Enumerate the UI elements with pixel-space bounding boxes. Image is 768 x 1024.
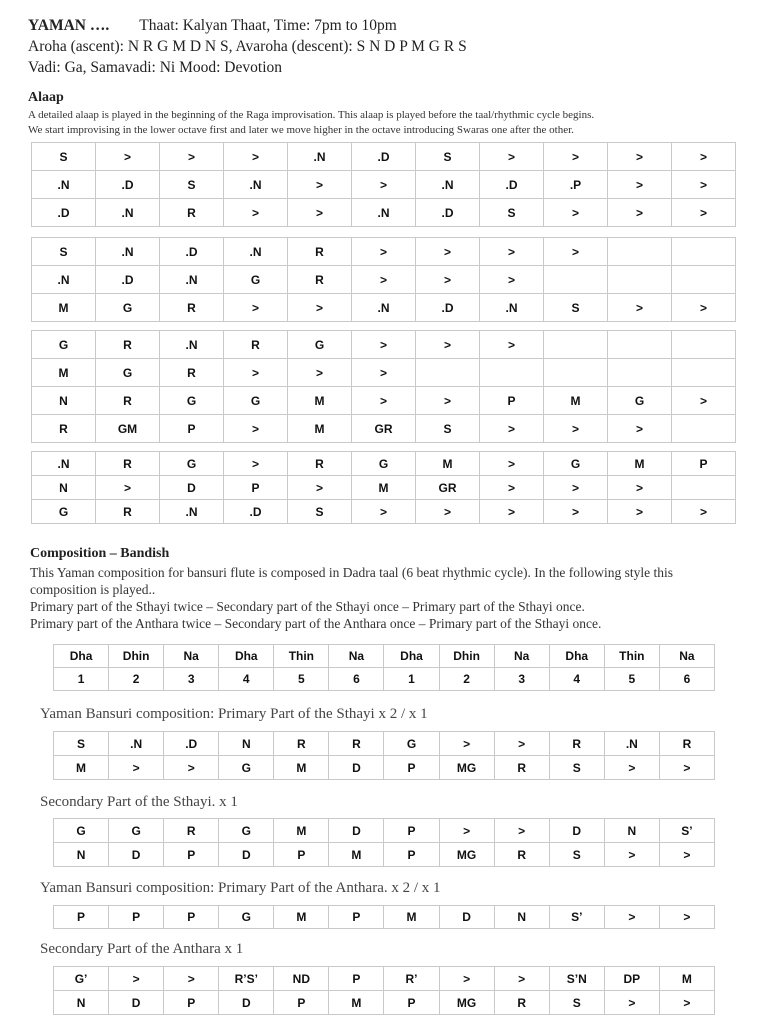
note-cell: > <box>608 143 672 171</box>
note-cell: GR <box>352 415 416 443</box>
note-cell: P <box>160 415 224 443</box>
note-cell: P <box>384 991 439 1015</box>
note-cell: R <box>160 359 224 387</box>
note-cell: 2 <box>439 668 494 691</box>
note-cell <box>608 266 672 294</box>
note-cell: G <box>219 819 274 843</box>
note-cell: R <box>32 415 96 443</box>
note-cell: G <box>54 819 109 843</box>
note-cell: > <box>480 238 544 266</box>
note-cell: MG <box>439 756 494 780</box>
note-cell: .N <box>32 171 96 199</box>
composition-description-2: composition is played.. <box>30 582 156 597</box>
primary-anthara-table <box>53 905 715 929</box>
note-cell: G <box>224 266 288 294</box>
note-cell: > <box>288 359 352 387</box>
note-cell: .N <box>288 143 352 171</box>
note-cell: > <box>480 476 544 500</box>
note-cell: .N <box>224 171 288 199</box>
note-cell: M <box>329 843 384 867</box>
note-cell: > <box>224 294 288 322</box>
note-cell: M <box>416 452 480 476</box>
note-cell: 4 <box>219 668 274 691</box>
table-row <box>32 359 736 387</box>
note-cell: > <box>416 331 480 359</box>
table-row <box>54 967 715 991</box>
note-cell: R <box>160 294 224 322</box>
note-cell: M <box>659 967 714 991</box>
note-cell: D <box>329 819 384 843</box>
note-cell: > <box>439 819 494 843</box>
note-cell: > <box>416 238 480 266</box>
note-cell: > <box>96 476 160 500</box>
note-cell: D <box>439 906 494 929</box>
note-cell: R <box>659 732 714 756</box>
note-cell: > <box>544 500 608 524</box>
note-cell: > <box>480 266 544 294</box>
note-cell: P <box>54 906 109 929</box>
note-cell: DP <box>604 967 659 991</box>
note-cell: .N <box>160 500 224 524</box>
note-cell: > <box>659 906 714 929</box>
note-cell <box>544 266 608 294</box>
note-cell: > <box>659 991 714 1015</box>
table-row <box>32 500 736 524</box>
note-cell: M <box>544 387 608 415</box>
note-cell: Dha <box>384 645 439 668</box>
note-cell: P <box>672 452 736 476</box>
note-cell: S <box>32 238 96 266</box>
note-cell: Na <box>494 645 549 668</box>
note-cell: R’S’ <box>219 967 274 991</box>
note-cell: G <box>96 294 160 322</box>
composition-description-4: Primary part of the Anthara twice – Secondary part of the Anthara once – Primary part of the Sthayi once. <box>30 616 602 631</box>
note-cell: > <box>224 452 288 476</box>
note-cell: P <box>109 906 164 929</box>
note-cell: R’ <box>384 967 439 991</box>
note-cell: M <box>32 359 96 387</box>
note-cell: > <box>672 171 736 199</box>
note-cell: R <box>96 452 160 476</box>
note-cell: > <box>480 331 544 359</box>
note-cell: D <box>109 843 164 867</box>
aroha-avaroha: Aroha (ascent): N R G M D N S, Avaroha (descent): S N D P M G R S <box>28 38 467 55</box>
note-cell: .P <box>544 171 608 199</box>
note-cell: > <box>604 843 659 867</box>
section-title-secondary-anthara: Secondary Part of the Anthara x 1 <box>40 941 244 957</box>
note-cell: D <box>219 991 274 1015</box>
note-cell: S <box>288 500 352 524</box>
note-cell: > <box>480 415 544 443</box>
note-cell <box>672 238 736 266</box>
note-cell: P <box>384 843 439 867</box>
thaat-time: Thaat: Kalyan Thaat, Time: 7pm to 10pm <box>139 17 397 34</box>
alaap-table-4 <box>31 451 736 524</box>
note-cell: > <box>480 452 544 476</box>
note-cell <box>544 359 608 387</box>
note-cell: > <box>224 415 288 443</box>
note-cell: R <box>494 991 549 1015</box>
note-cell: S <box>549 991 604 1015</box>
table-row <box>54 991 715 1015</box>
note-cell: M <box>329 991 384 1015</box>
note-cell: 6 <box>659 668 714 691</box>
note-cell: G <box>160 452 224 476</box>
table-row <box>32 199 736 227</box>
note-cell: > <box>109 967 164 991</box>
note-cell: > <box>439 967 494 991</box>
note-cell: .D <box>96 171 160 199</box>
note-cell: > <box>352 500 416 524</box>
note-cell: G <box>384 732 439 756</box>
note-cell: > <box>96 143 160 171</box>
note-cell: .N <box>352 294 416 322</box>
note-cell: .D <box>416 294 480 322</box>
note-cell: > <box>608 415 672 443</box>
note-cell: > <box>672 199 736 227</box>
note-cell: S <box>549 756 604 780</box>
note-cell: > <box>544 476 608 500</box>
section-title-primary-anthara: Yaman Bansuri composition: Primary Part of the Anthara. x 2 / x 1 <box>40 880 441 896</box>
note-cell: 1 <box>54 668 109 691</box>
raga-title: YAMAN …. <box>28 17 110 34</box>
note-cell: D <box>109 991 164 1015</box>
note-cell: > <box>224 359 288 387</box>
note-cell: > <box>544 238 608 266</box>
note-cell: G <box>96 359 160 387</box>
note-cell <box>608 331 672 359</box>
note-cell <box>672 266 736 294</box>
note-cell: > <box>288 171 352 199</box>
note-cell: .D <box>224 500 288 524</box>
table-row <box>54 668 715 691</box>
note-cell: Na <box>659 645 714 668</box>
note-cell: G <box>32 500 96 524</box>
note-cell: Dha <box>54 645 109 668</box>
note-cell: 4 <box>549 668 604 691</box>
note-cell: R <box>549 732 604 756</box>
note-cell: > <box>224 143 288 171</box>
note-cell: .N <box>96 199 160 227</box>
note-cell: > <box>608 199 672 227</box>
note-cell: .D <box>352 143 416 171</box>
note-cell: M <box>352 476 416 500</box>
note-cell: > <box>352 331 416 359</box>
table-row <box>54 645 715 668</box>
note-cell: > <box>160 143 224 171</box>
note-cell: > <box>352 238 416 266</box>
note-cell: .N <box>96 238 160 266</box>
table-row <box>32 331 736 359</box>
section-title-secondary-sthayi: Secondary Part of the Sthayi. x 1 <box>40 794 238 810</box>
note-cell: .D <box>164 732 219 756</box>
note-cell: > <box>494 967 549 991</box>
note-cell: > <box>608 294 672 322</box>
note-cell: R <box>288 266 352 294</box>
note-cell: G <box>109 819 164 843</box>
note-cell: 1 <box>384 668 439 691</box>
secondary-sthayi-table <box>53 818 715 867</box>
note-cell: .N <box>352 199 416 227</box>
note-cell: > <box>288 199 352 227</box>
table-row <box>32 452 736 476</box>
note-cell: > <box>659 843 714 867</box>
alaap-description-1: A detailed alaap is played in the beginning of the Raga improvisation. This alaap is played before the taal/rhythmic cycle begins. <box>28 109 595 121</box>
note-cell: R <box>96 387 160 415</box>
note-cell: 5 <box>274 668 329 691</box>
table-row <box>32 143 736 171</box>
section-title-primary-sthayi: Yaman Bansuri composition: Primary Part of the Sthayi x 2 / x 1 <box>40 706 428 722</box>
note-cell: .D <box>32 199 96 227</box>
note-cell: G <box>32 331 96 359</box>
note-cell: S’ <box>659 819 714 843</box>
note-cell: M <box>54 756 109 780</box>
note-cell: Dha <box>219 645 274 668</box>
note-cell: 2 <box>109 668 164 691</box>
note-cell: > <box>352 359 416 387</box>
note-cell: 3 <box>494 668 549 691</box>
note-cell: > <box>352 171 416 199</box>
note-cell: .N <box>32 452 96 476</box>
note-cell: > <box>604 991 659 1015</box>
note-cell: > <box>494 732 549 756</box>
table-row <box>54 843 715 867</box>
note-cell: S’N <box>549 967 604 991</box>
note-cell: .D <box>416 199 480 227</box>
note-cell: R <box>494 756 549 780</box>
note-cell: P <box>274 843 329 867</box>
composition-heading: Composition – Bandish <box>30 546 170 561</box>
note-cell: S <box>416 143 480 171</box>
note-cell <box>608 238 672 266</box>
note-cell: .N <box>604 732 659 756</box>
table-row <box>32 415 736 443</box>
note-cell: Na <box>329 645 384 668</box>
note-cell: > <box>164 756 219 780</box>
note-cell: Na <box>164 645 219 668</box>
note-cell: R <box>164 819 219 843</box>
note-cell: .D <box>96 266 160 294</box>
note-cell: M <box>274 819 329 843</box>
note-cell: N <box>32 387 96 415</box>
note-cell: M <box>288 387 352 415</box>
note-cell: M <box>274 756 329 780</box>
note-cell: P <box>329 906 384 929</box>
note-cell: .N <box>224 238 288 266</box>
note-cell: P <box>164 991 219 1015</box>
note-cell: G <box>224 387 288 415</box>
note-cell: M <box>274 906 329 929</box>
note-cell: .D <box>160 238 224 266</box>
note-cell: S’ <box>549 906 604 929</box>
note-cell <box>672 415 736 443</box>
note-cell: .N <box>160 266 224 294</box>
note-cell: > <box>672 294 736 322</box>
note-cell: S <box>416 415 480 443</box>
alaap-table-3 <box>31 330 736 443</box>
note-cell: > <box>224 199 288 227</box>
note-cell: Thin <box>604 645 659 668</box>
note-cell <box>672 476 736 500</box>
note-cell: G <box>219 906 274 929</box>
table-row <box>32 171 736 199</box>
note-cell: S <box>54 732 109 756</box>
note-cell: .D <box>480 171 544 199</box>
note-cell: Dhin <box>439 645 494 668</box>
note-cell <box>672 331 736 359</box>
note-cell: R <box>288 452 352 476</box>
note-cell: P <box>224 476 288 500</box>
note-cell: .N <box>160 331 224 359</box>
table-row <box>54 906 715 929</box>
alaap-table-2 <box>31 237 736 322</box>
note-cell: > <box>604 906 659 929</box>
note-cell: GM <box>96 415 160 443</box>
note-cell: > <box>288 294 352 322</box>
note-cell: > <box>494 819 549 843</box>
note-cell: > <box>109 756 164 780</box>
note-cell <box>416 359 480 387</box>
secondary-anthara-table <box>53 966 715 1015</box>
note-cell: P <box>164 843 219 867</box>
note-cell: P <box>384 819 439 843</box>
note-cell: > <box>544 199 608 227</box>
note-cell: > <box>439 732 494 756</box>
note-cell: .N <box>416 171 480 199</box>
note-cell: N <box>219 732 274 756</box>
note-cell <box>544 331 608 359</box>
note-cell: M <box>32 294 96 322</box>
note-cell: M <box>288 415 352 443</box>
note-cell: R <box>274 732 329 756</box>
note-cell: S <box>549 843 604 867</box>
note-cell: > <box>352 387 416 415</box>
note-cell: G <box>288 331 352 359</box>
alaap-heading: Alaap <box>28 90 64 105</box>
table-row <box>54 819 715 843</box>
note-cell <box>480 359 544 387</box>
composition-description-1: This Yaman composition for bansuri flute is composed in Dadra taal (6 beat rhythmic cycle). In the following style this <box>30 565 673 580</box>
note-cell: D <box>219 843 274 867</box>
note-cell: > <box>416 266 480 294</box>
table-row <box>32 266 736 294</box>
note-cell: > <box>608 476 672 500</box>
note-cell: S <box>480 199 544 227</box>
note-cell: R <box>494 843 549 867</box>
note-cell: Dha <box>549 645 604 668</box>
note-cell: Dhin <box>109 645 164 668</box>
note-cell: .N <box>32 266 96 294</box>
note-cell: M <box>608 452 672 476</box>
note-cell: R <box>224 331 288 359</box>
note-cell: D <box>329 756 384 780</box>
note-cell: G <box>544 452 608 476</box>
primary-sthayi-table <box>53 731 715 780</box>
note-cell: ND <box>274 967 329 991</box>
note-cell: G <box>160 387 224 415</box>
note-cell: > <box>352 266 416 294</box>
note-cell: R <box>288 238 352 266</box>
note-cell: N <box>54 843 109 867</box>
note-cell <box>672 359 736 387</box>
note-cell: N <box>54 991 109 1015</box>
table-row <box>54 756 715 780</box>
vadi-samavadi-mood: Vadi: Ga, Samavadi: Ni Mood: Devotion <box>28 59 282 76</box>
note-cell: MG <box>439 843 494 867</box>
note-cell: M <box>384 906 439 929</box>
note-cell: N <box>604 819 659 843</box>
note-cell: R <box>96 500 160 524</box>
note-cell: 6 <box>329 668 384 691</box>
composition-description-3: Primary part of the Sthayi twice – Secondary part of the Sthayi once – Primary part of the Sthayi once. <box>30 599 585 614</box>
note-cell: > <box>416 387 480 415</box>
table-row <box>32 238 736 266</box>
note-cell: 3 <box>164 668 219 691</box>
note-cell: R <box>160 199 224 227</box>
note-cell: .N <box>480 294 544 322</box>
note-cell: MG <box>439 991 494 1015</box>
note-cell: .N <box>109 732 164 756</box>
note-cell: > <box>672 500 736 524</box>
note-cell: > <box>608 171 672 199</box>
note-cell: > <box>608 500 672 524</box>
raga-header <box>28 15 397 36</box>
note-cell: > <box>164 967 219 991</box>
note-cell: > <box>544 415 608 443</box>
table-row <box>32 387 736 415</box>
note-cell: > <box>416 500 480 524</box>
alaap-table-1 <box>31 142 736 227</box>
note-cell: P <box>164 906 219 929</box>
note-cell: > <box>604 756 659 780</box>
note-cell: > <box>480 500 544 524</box>
note-cell: G <box>608 387 672 415</box>
note-cell: N <box>494 906 549 929</box>
note-cell: P <box>274 991 329 1015</box>
note-cell: > <box>672 143 736 171</box>
note-cell: S <box>32 143 96 171</box>
note-cell: > <box>480 143 544 171</box>
note-cell: G <box>219 756 274 780</box>
note-cell: D <box>549 819 604 843</box>
note-cell: D <box>160 476 224 500</box>
note-cell: G’ <box>54 967 109 991</box>
alaap-description-2: We start improvising in the lower octave first and later we move higher in the octave introducing Swaras one after the other. <box>28 124 574 136</box>
note-cell: R <box>329 732 384 756</box>
note-cell: N <box>32 476 96 500</box>
note-cell: P <box>384 756 439 780</box>
note-cell: > <box>659 756 714 780</box>
note-cell: > <box>544 143 608 171</box>
note-cell: P <box>329 967 384 991</box>
note-cell: > <box>672 387 736 415</box>
note-cell: G <box>352 452 416 476</box>
taal-table <box>53 644 715 691</box>
note-cell: S <box>160 171 224 199</box>
note-cell: GR <box>416 476 480 500</box>
table-row <box>32 294 736 322</box>
note-cell: Thin <box>274 645 329 668</box>
note-cell <box>608 359 672 387</box>
note-cell: 5 <box>604 668 659 691</box>
table-row <box>32 476 736 500</box>
note-cell: S <box>544 294 608 322</box>
note-cell: > <box>288 476 352 500</box>
note-cell: P <box>480 387 544 415</box>
note-cell: R <box>96 331 160 359</box>
table-row <box>54 732 715 756</box>
